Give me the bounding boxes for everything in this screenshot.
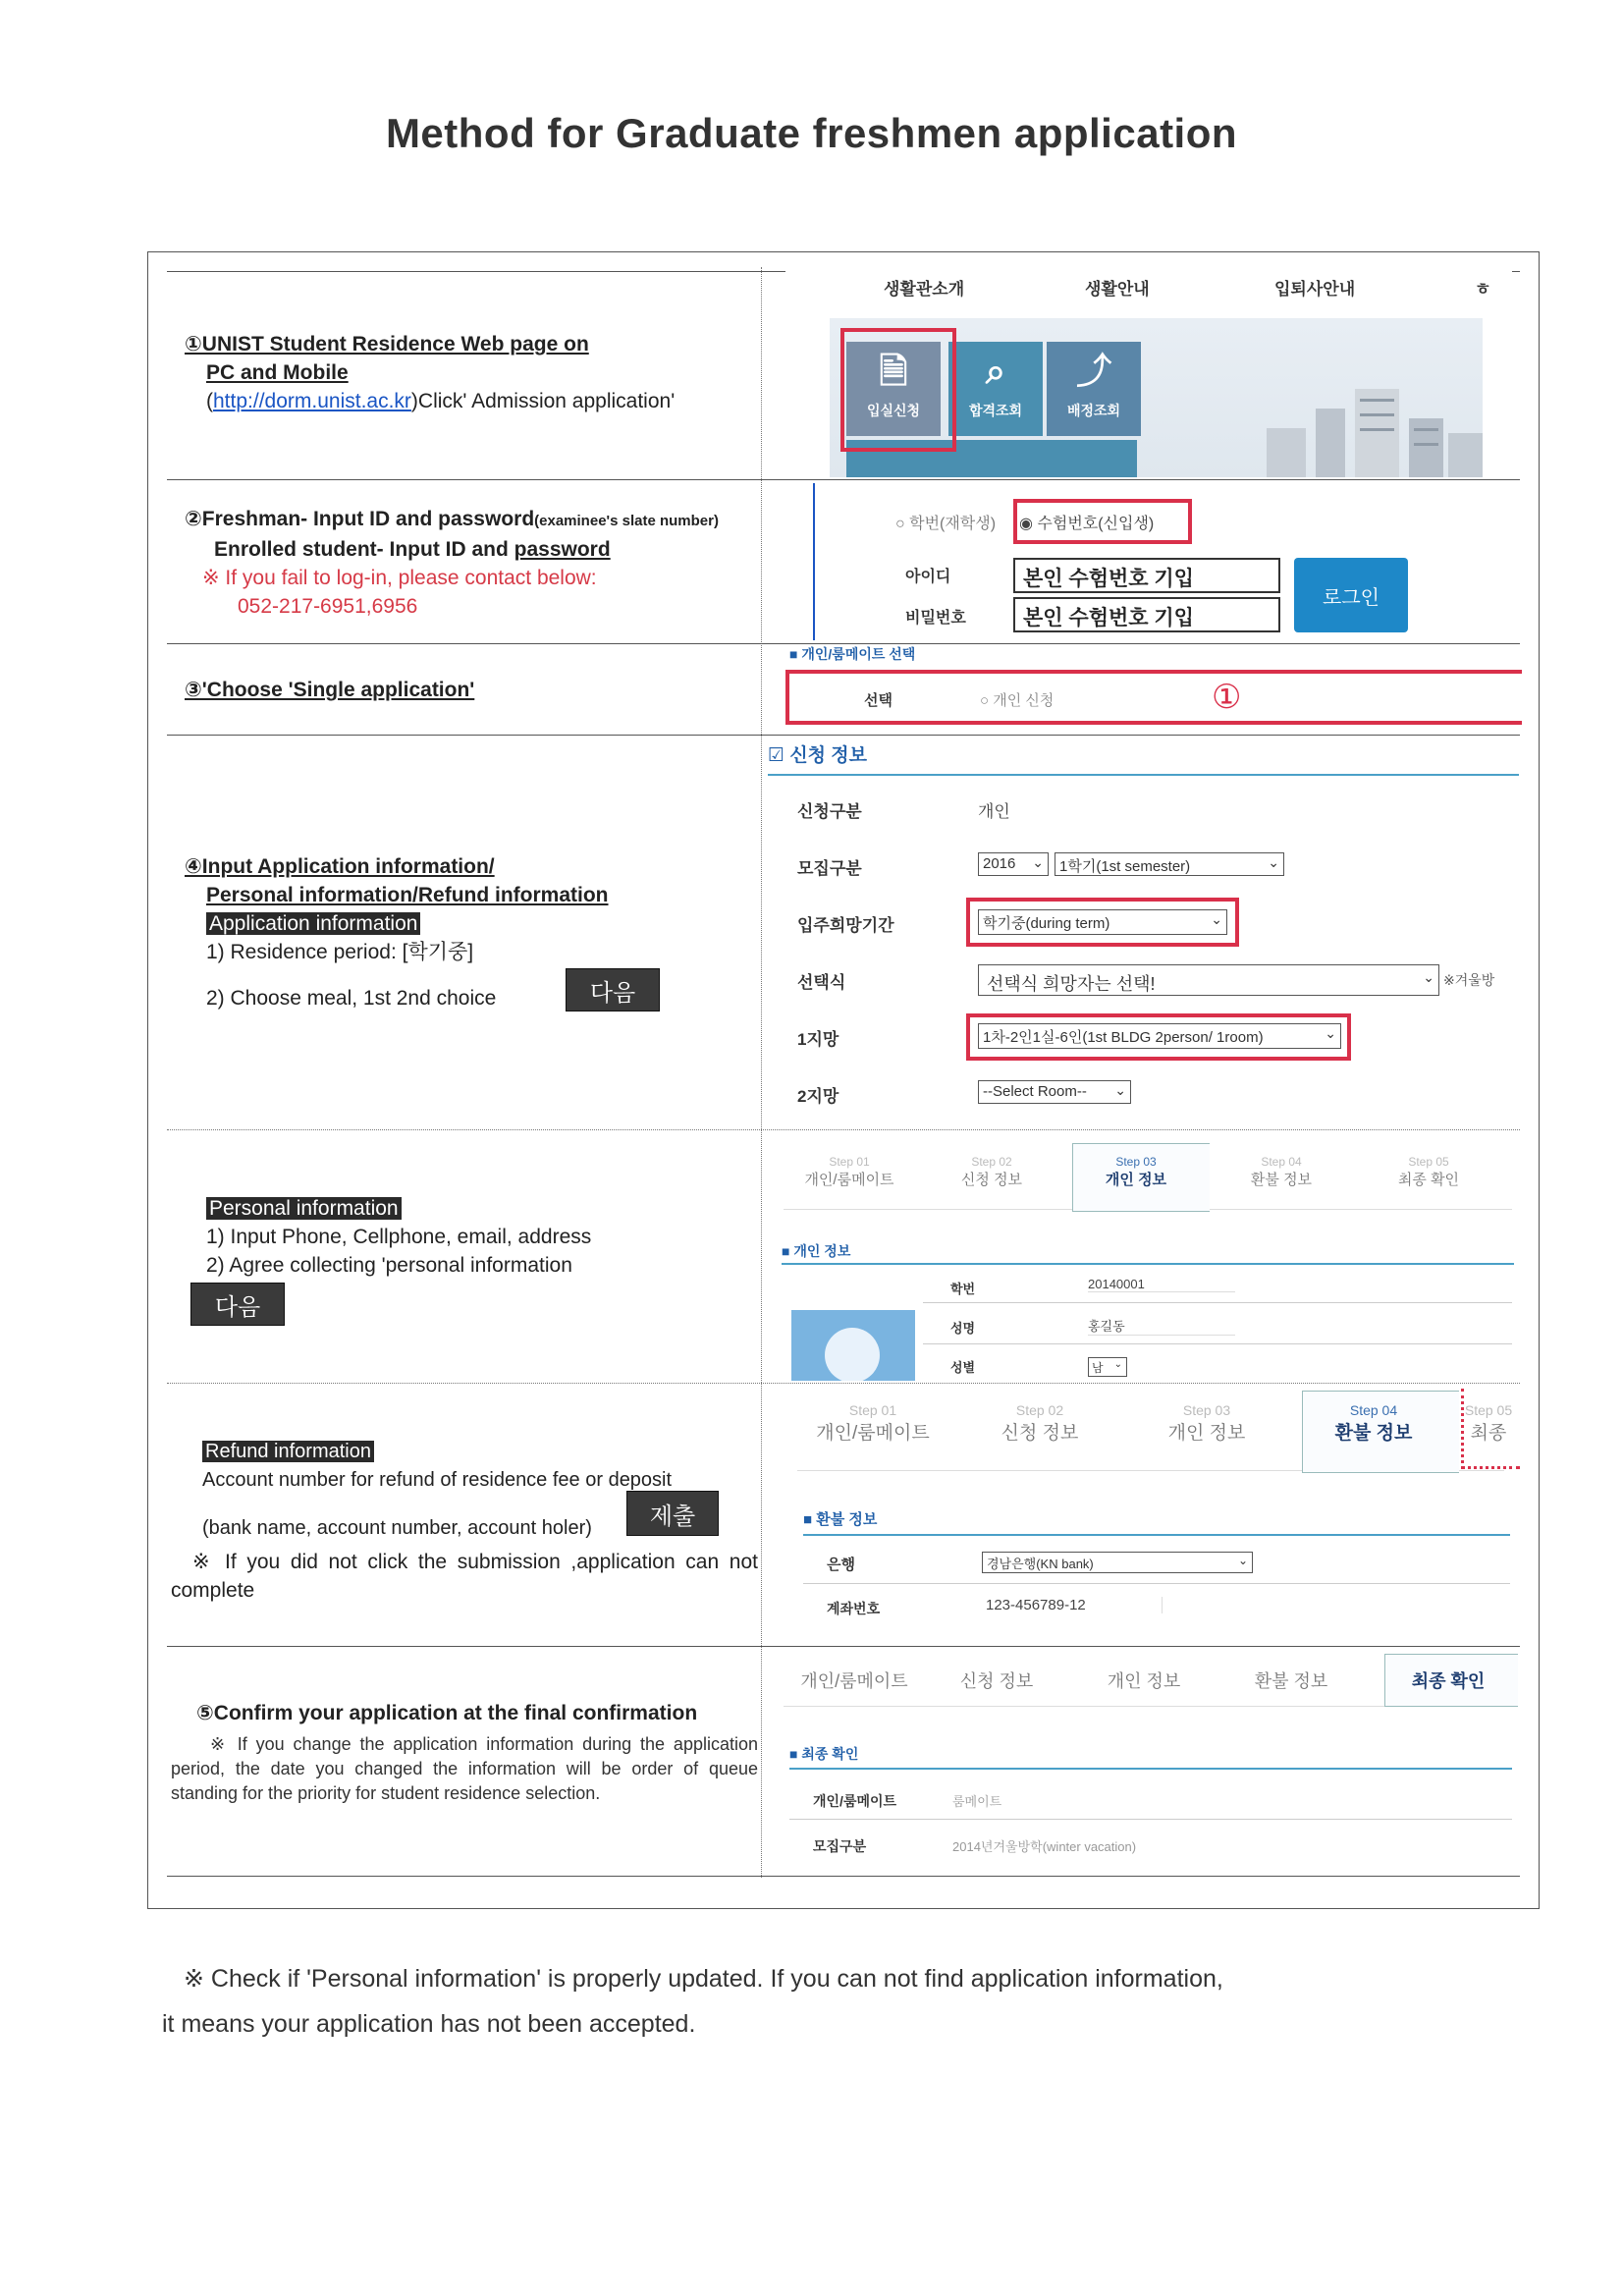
chevron-down-icon: ⌄ bbox=[1325, 1025, 1336, 1041]
nav-item[interactable]: 생활안내 bbox=[1085, 280, 1150, 299]
personal-info-screenshot bbox=[776, 1135, 1522, 1381]
tile-label: 입실신청 bbox=[866, 403, 921, 418]
column-divider bbox=[761, 267, 762, 1878]
section-header-text: 환불 정보 bbox=[816, 1511, 878, 1528]
row-divider bbox=[167, 479, 1520, 480]
radio-label: 수험번호(신입생) bbox=[1037, 516, 1155, 532]
step-tab-active[interactable] bbox=[1300, 1402, 1447, 1445]
section-underline bbox=[768, 774, 1519, 776]
select-value: 남 bbox=[1092, 1361, 1104, 1375]
step1-subheading: PC and Mobile bbox=[206, 361, 349, 384]
row-line bbox=[789, 1819, 1512, 1820]
refund-bank-line: (bank name, account number, account holer) bbox=[202, 1517, 592, 1539]
login-button[interactable]: 로그인 bbox=[1294, 558, 1408, 632]
refund-instructions bbox=[202, 1438, 762, 1495]
name-value[interactable]: 홍길동 bbox=[1088, 1316, 1235, 1336]
step-number: Step 05 bbox=[1408, 1155, 1449, 1169]
step-number: Step 03 bbox=[1182, 1402, 1231, 1418]
step-marker: ① bbox=[1212, 679, 1242, 716]
page-title: Method for Graduate freshmen application bbox=[385, 110, 1238, 156]
step-number: Step 05 bbox=[1464, 1402, 1513, 1418]
row-divider bbox=[167, 1129, 1520, 1130]
field-label: 2지망 bbox=[797, 1087, 839, 1106]
nav-item[interactable]: ㅎ bbox=[1475, 280, 1491, 299]
section-header: ■ 개인/룸메이트 선택 bbox=[789, 646, 916, 662]
assignment-lookup-tile[interactable] bbox=[1047, 342, 1141, 436]
application-info-screenshot bbox=[766, 738, 1522, 1126]
field-label: 성명 bbox=[950, 1321, 976, 1336]
step-tab[interactable] bbox=[799, 1402, 947, 1445]
year-select[interactable] bbox=[978, 852, 1049, 876]
agree-item: 2) Agree collecting 'personal information bbox=[206, 1254, 572, 1277]
application-info-badge: Application information bbox=[206, 912, 420, 935]
step-name: 신청 정보 bbox=[1001, 1423, 1079, 1444]
student-id-value[interactable]: 20140001 bbox=[1088, 1277, 1235, 1292]
personal-info-badge: Personal information bbox=[206, 1197, 402, 1220]
id-label: 아이디 bbox=[905, 569, 951, 585]
chevron-down-icon: ⌄ bbox=[1113, 1359, 1122, 1370]
step-number: Step 01 bbox=[848, 1402, 897, 1418]
select-value: 1차-2인1실-6인(1st BLDG 2person/ 1room) bbox=[983, 1029, 1264, 1046]
step-tab[interactable]: 개인 정보 bbox=[1107, 1671, 1181, 1691]
open-paren: ( bbox=[206, 390, 213, 412]
step-name: 개인/룸메이트 bbox=[804, 1172, 894, 1188]
field-label: 입주희망기간 bbox=[797, 916, 894, 935]
step5-title: ⑤Confirm your application at the final confirmation bbox=[196, 1702, 698, 1724]
login-screenshot bbox=[785, 483, 1512, 640]
step1-click-text: )Click' Admission application' bbox=[410, 390, 676, 412]
highlight-box bbox=[1461, 1389, 1520, 1469]
section-header: ■ 최종 확인 bbox=[789, 1746, 859, 1762]
semester-select[interactable] bbox=[1055, 852, 1284, 876]
step1-instructions bbox=[185, 330, 734, 415]
highlight-box bbox=[966, 1013, 1351, 1061]
step-tab[interactable] bbox=[966, 1402, 1113, 1445]
step1-heading: ①UNIST Student Residence Web page on bbox=[185, 333, 589, 355]
login-panel-edge bbox=[813, 483, 815, 640]
select-value: 학기중(during term) bbox=[983, 915, 1110, 932]
refund-info-badge: Refund information bbox=[202, 1441, 374, 1462]
nav-item[interactable]: 입퇴사안내 bbox=[1274, 280, 1356, 299]
exam-number-radio[interactable]: ◉ 수험번호(신입생) bbox=[1019, 516, 1155, 532]
second-choice-select[interactable] bbox=[978, 1080, 1131, 1104]
refund-info-screenshot bbox=[785, 1387, 1522, 1644]
step-name: 신청 정보 bbox=[960, 1172, 1023, 1188]
radio-label: 학번(재학생) bbox=[909, 516, 997, 532]
step-tab[interactable]: 신청 정보 bbox=[959, 1671, 1034, 1691]
step-tab[interactable]: 환불 정보 bbox=[1254, 1671, 1328, 1691]
row-line bbox=[923, 1343, 1512, 1344]
change-notice: ※ If you change the application information during the application period, the date you changed the information will be order of queue standing for the priority for student residence selection. bbox=[171, 1734, 758, 1803]
application-type-value: 개인 bbox=[978, 802, 1010, 821]
account-number-field[interactable]: 123-456789-12 bbox=[986, 1597, 1163, 1613]
bank-select[interactable] bbox=[982, 1552, 1253, 1573]
step-name: 개인 정보 bbox=[1167, 1423, 1246, 1444]
step-tab[interactable] bbox=[785, 1155, 913, 1189]
step3-text: ③'Choose 'Single application' bbox=[185, 679, 475, 701]
step-tab[interactable] bbox=[1217, 1155, 1345, 1189]
step1-screenshot bbox=[785, 271, 1512, 477]
id-field[interactable]: 본인 수험번호 기입 bbox=[1013, 558, 1280, 593]
step-tab[interactable] bbox=[1365, 1155, 1492, 1189]
step-name: 최종 bbox=[1470, 1423, 1507, 1444]
choice-label: 선택 bbox=[864, 692, 893, 709]
field-label: 은행 bbox=[827, 1557, 855, 1573]
field-label: 계좌번호 bbox=[827, 1601, 881, 1616]
final-confirmation-screenshot bbox=[776, 1650, 1522, 1874]
choose-type-screenshot bbox=[776, 644, 1522, 733]
row-line bbox=[803, 1583, 1510, 1584]
single-application-radio[interactable]: ○ 개인 신청 bbox=[980, 692, 1055, 709]
field-label: 선택식 bbox=[797, 973, 846, 992]
select-value: 경남은행(KN bank) bbox=[987, 1557, 1094, 1571]
chevron-down-icon: ⌄ bbox=[1423, 969, 1434, 985]
password-field[interactable]: 본인 수험번호 기입 bbox=[1013, 597, 1280, 632]
step-tab-active[interactable]: 최종 확인 bbox=[1411, 1671, 1486, 1691]
highlight-box bbox=[966, 898, 1239, 947]
step-name: 개인/룸메이트 bbox=[816, 1423, 930, 1444]
field-label: 모집구분 bbox=[813, 1838, 867, 1854]
chevron-down-icon: ⌄ bbox=[1114, 1082, 1126, 1098]
step3-instructions bbox=[185, 676, 734, 704]
step-name: 환불 정보 bbox=[1334, 1423, 1413, 1444]
step-tab-active[interactable] bbox=[1072, 1155, 1200, 1189]
row-divider bbox=[167, 1383, 1520, 1384]
gender-select[interactable] bbox=[1088, 1357, 1127, 1377]
footnote bbox=[162, 1956, 1517, 2047]
avatar bbox=[791, 1310, 915, 1381]
chevron-down-icon: ⌄ bbox=[1211, 911, 1222, 927]
section-header-text: 개인/룸메이트 선택 bbox=[801, 646, 916, 662]
form-icon: 🗎 bbox=[879, 351, 908, 391]
section-header: ■ 개인 정보 bbox=[782, 1243, 851, 1259]
step5-heading bbox=[196, 1699, 756, 1727]
search-icon: ⌕ bbox=[985, 351, 1006, 391]
tile-label: 배정조회 bbox=[1066, 403, 1121, 418]
row-line bbox=[923, 1302, 1512, 1303]
next-button[interactable]: 다음 bbox=[566, 968, 660, 1011]
step2-freshman-note: (examinee's slate number) bbox=[534, 513, 719, 529]
step-number: Step 04 bbox=[1349, 1402, 1398, 1418]
step2-freshman-text: ②Freshman- Input ID and password bbox=[185, 508, 535, 530]
section-header: ■ 환불 정보 bbox=[803, 1511, 878, 1528]
select-value: 2016 bbox=[983, 855, 1016, 872]
section-header-text: 개인 정보 bbox=[793, 1243, 851, 1259]
step-number: Step 03 bbox=[1115, 1155, 1157, 1169]
roommate-value: 룸메이트 bbox=[952, 1794, 1002, 1809]
section-header: ☑ 신청 정보 bbox=[768, 745, 868, 766]
next-button[interactable]: 다음 bbox=[190, 1283, 285, 1326]
field-label: 모집구분 bbox=[797, 859, 862, 878]
field-label: 개인/룸메이트 bbox=[813, 1793, 897, 1809]
field-label: 신청구분 bbox=[797, 802, 862, 821]
step4-subheading: Personal information/Refund information bbox=[206, 884, 609, 906]
chevron-down-icon: ⌄ bbox=[1032, 854, 1044, 870]
password-label: 비밀번호 bbox=[905, 610, 966, 627]
footnote-line: it means your application has not been accepted. bbox=[162, 2010, 696, 2038]
section-underline bbox=[789, 1768, 1512, 1770]
student-id-radio[interactable]: ○ 학번(재학생) bbox=[895, 516, 997, 532]
step2-enrolled-text: Enrolled student- Input ID and bbox=[214, 538, 514, 561]
field-label: 학번 bbox=[950, 1282, 976, 1296]
select-value: --Select Room-- bbox=[983, 1083, 1087, 1100]
residence-period-item: 1) Residence period: [학기중] bbox=[206, 941, 474, 963]
submit-button[interactable]: 제출 bbox=[626, 1491, 719, 1536]
contact-phone: 052-217-6951,6956 bbox=[238, 595, 418, 618]
phone-email-item: 1) Input Phone, Cellphone, email, address bbox=[206, 1226, 592, 1248]
row-divider bbox=[167, 1646, 1520, 1647]
step4-heading: ④Input Application information/ bbox=[185, 855, 495, 878]
winter-note: ※겨울방 bbox=[1443, 972, 1495, 988]
select-value: 1학기(1st semester) bbox=[1059, 858, 1191, 875]
tile-label: 합격조회 bbox=[968, 403, 1023, 418]
section-header-text: 최종 확인 bbox=[801, 1746, 859, 1762]
step-tab[interactable] bbox=[928, 1155, 1055, 1189]
step-number: Step 01 bbox=[829, 1155, 870, 1169]
step2-instructions bbox=[185, 505, 754, 621]
personal-info-instructions bbox=[206, 1194, 756, 1280]
step-name: 개인 정보 bbox=[1105, 1172, 1167, 1188]
step4-instructions bbox=[185, 852, 744, 1012]
field-label: 1지망 bbox=[797, 1030, 839, 1049]
submission-warning: ※ If you did not click the submission ,application can not complete bbox=[171, 1551, 758, 1602]
chevron-down-icon: ⌄ bbox=[1268, 854, 1279, 870]
highlight-box bbox=[1013, 499, 1192, 544]
step-number: Step 02 bbox=[1015, 1402, 1064, 1418]
step-number: Step 04 bbox=[1261, 1155, 1302, 1169]
step-number: Step 02 bbox=[971, 1155, 1012, 1169]
step-tab[interactable]: 개인/룸메이트 bbox=[800, 1671, 908, 1691]
step2-password-text: password bbox=[514, 538, 611, 561]
select-value: 선택식 희망자는 선택! bbox=[987, 974, 1156, 994]
section-header-text: 신청 정보 bbox=[789, 745, 868, 766]
dorm-link[interactable]: http://dorm.unist.ac.kr bbox=[213, 390, 411, 412]
result-lookup-tile[interactable] bbox=[948, 342, 1043, 436]
login-help-note: ※ If you fail to log-in, please contact below: bbox=[202, 567, 597, 589]
field-label: 성별 bbox=[950, 1360, 976, 1375]
building-illustration bbox=[1257, 359, 1483, 477]
step-tab[interactable] bbox=[1133, 1402, 1280, 1445]
meal-choice-item: 2) Choose meal, 1st 2nd choice bbox=[206, 987, 497, 1010]
step-name: 최종 확인 bbox=[1397, 1172, 1460, 1188]
section-underline bbox=[782, 1263, 1514, 1265]
recruitment-value: 2014년겨울방학(winter vacation) bbox=[952, 1839, 1137, 1854]
avatar-face bbox=[825, 1328, 880, 1381]
highlight-box bbox=[785, 670, 1522, 725]
radio-label: 개인 신청 bbox=[993, 692, 1055, 709]
chevron-down-icon: ⌄ bbox=[1237, 1554, 1248, 1567]
section-underline bbox=[803, 1534, 1510, 1536]
meal-select[interactable] bbox=[978, 964, 1439, 996]
step-name: 환불 정보 bbox=[1250, 1172, 1313, 1188]
row-divider bbox=[167, 1876, 1520, 1877]
nav-item[interactable]: 생활관소개 bbox=[884, 280, 965, 299]
row-divider bbox=[167, 735, 1520, 736]
route-icon: ⤴ bbox=[1075, 351, 1111, 391]
footnote-line: ※ Check if 'Personal information' is properly updated. If you can not find application information, bbox=[184, 1965, 1223, 1993]
refund-account-item: Account number for refund of residence fee or deposit bbox=[202, 1469, 673, 1491]
highlight-box bbox=[840, 328, 956, 452]
